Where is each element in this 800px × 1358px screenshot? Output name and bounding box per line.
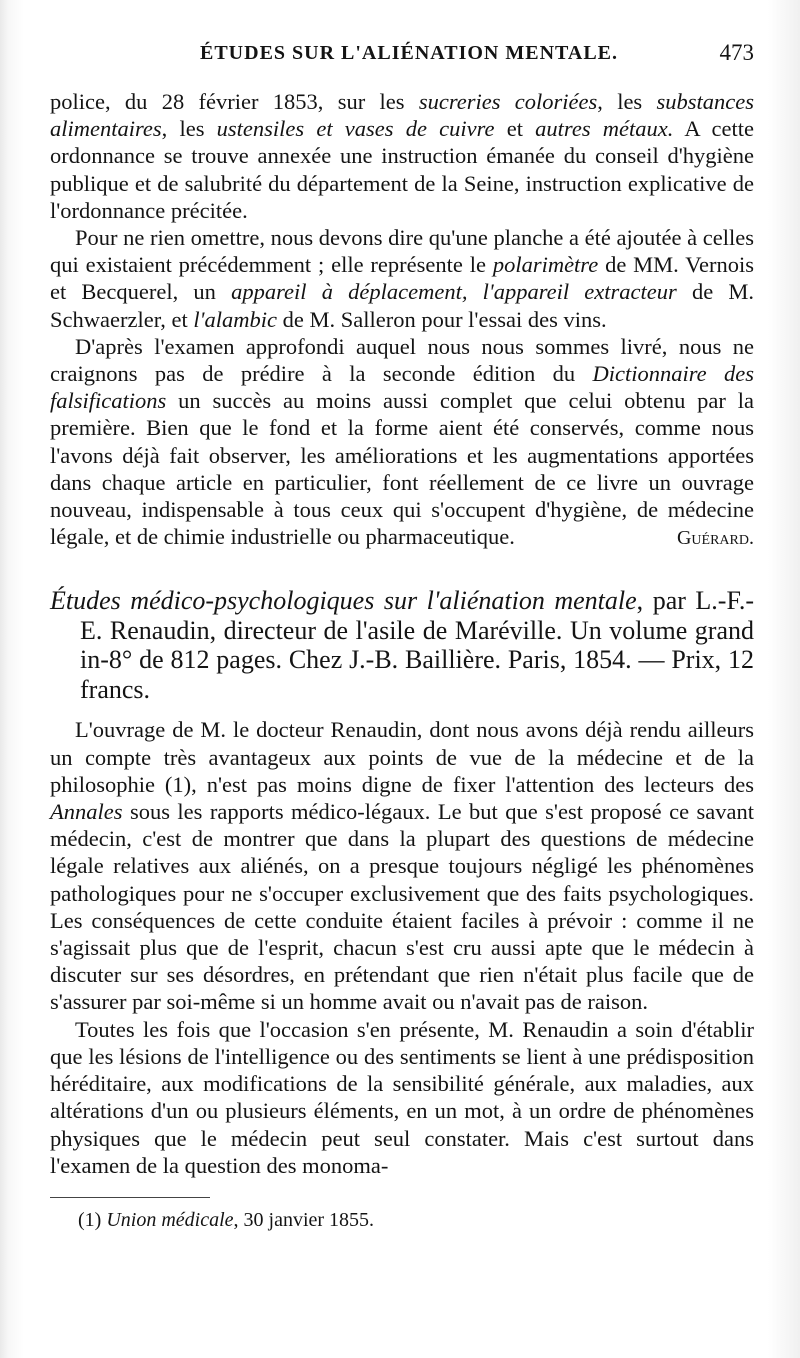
italic-run: Dictionnaire des falsifications <box>50 361 755 414</box>
text-run: Pour ne rien omettre, nous devons dire qu'une planche a été ajoutée à celles qui existaient précédemment ; elle représente le <box>50 225 754 278</box>
text-run: sous les rapports médico-légaux. Le but que s'est proposé ce savant médecin, c'est de montrer que dans la plupart des questions de médecine légale relatives aux aliénés, on a presque toujours négligé les phénomènes pathologiques pour ne s'occuper exclusivement que des faits psychologiques. Les conséquences de cette conduite étaient faciles à prévoir : comme il ne s'agissait plus que de l'esprit, chacun s'est cru aussi apte que le médecin à discuter sur ses désordres, en prétendant que rien n'était plus facile que de s'assurer par soi-même si un homme avait ou n'avait pas de raison. <box>50 799 754 1015</box>
italic-run: sucreries coloriées <box>418 89 598 114</box>
footnote <box>50 1208 754 1232</box>
text-run: de M. Salleron pour l'essai des vins. <box>276 306 607 332</box>
footnote-date: , 30 janvier 1855. <box>233 1208 375 1231</box>
text-run: de M. Schwaerzler, et <box>50 279 754 332</box>
book-title: Études médico-psychologiques sur l'aliénation mentale <box>50 586 637 616</box>
page-number: 473 <box>719 40 754 65</box>
italic-run: autres métaux. <box>535 116 674 142</box>
text-run: et <box>494 116 536 142</box>
page-header <box>50 38 754 78</box>
italic-run: ustensiles et vases de cuivre <box>216 116 495 142</box>
text-run: de MM. Vernois et Becquerel, un <box>50 252 754 305</box>
text-run: Toutes les fois que l'occasion s'en présente, M. Renaudin a soin d'établir que les lésions de l'intelligence ou des sentiments se lient à une prédisposition héréditaire, aux modifications de la sensibilité générale, aux maladies, aux altérations d'un ou plusieurs éléments, en un mot, à un ordre de phénomènes physiques que le médecin peut seul constater. Mais c'est surtout dans l'examen de la question des monoma- <box>50 1016 754 1178</box>
paragraph-review-conclusion <box>50 333 754 551</box>
text-run: D'après l'examen approfondi auquel nous nous sommes livré, nous ne craignons pas de prédire à la seconde édition du <box>50 333 754 387</box>
text-run: , les <box>161 116 217 142</box>
paragraph-renaudin-intro <box>50 716 754 1015</box>
running-head: ÉTUDES SUR L'ALIÉNATION MENTALE. <box>200 42 619 64</box>
author-signature: Guérard. <box>676 527 754 550</box>
footnote-source: Union médicale <box>106 1208 234 1231</box>
italic-run: appareil à déplacement, l'appareil extracteur <box>231 279 677 305</box>
text-run: un succès au moins aussi complet que celui obtenu par la première. Bien que le fond et la forme aient été conservés, comme nous l'avons déjà fait observer, les améliorations et les augmentations apportées dans chaque article en particulier, font réellement de ce livre un ouvrage nouveau, indispensable à tous ceux qui s'occupent d'hygiène, de médecine légale, et de chimie industrielle ou pharmaceutique. <box>50 388 754 550</box>
italic-run: substances alimentaires <box>50 89 755 142</box>
footnote-divider <box>50 1197 210 1198</box>
text-run: , les <box>597 89 657 114</box>
paragraph-plates <box>50 224 754 333</box>
text-run: A cette ordonnance se trouve annexée une instruction émanée du conseil d'hygiène publique et de salubrité du département de la Seine, instruction explicative de l'ordonnance précitée. <box>50 116 755 223</box>
text-run: L'ouvrage de M. le docteur Renaudin, dont nous avons déjà rendu ailleurs un compte très avantageux aux points de vue de la médecine et de la philosophie (1), n'est pas moins digne de fixer l'attention des lecteurs des <box>50 717 754 797</box>
book-title-entry <box>50 586 754 704</box>
italic-run: l'alambic <box>193 306 277 332</box>
footnote-marker: (1) <box>78 1208 107 1231</box>
paragraph-renaudin-lesions <box>50 1016 754 1179</box>
paragraph-ordinance <box>50 88 754 224</box>
book-details: , par L.-F.-E. Renaudin, directeur de l'asile de Maréville. Un volume grand in-8° de 812 pages. Chez J.-B. Baillière. Paris, 1854. — Prix, 12 francs. <box>80 586 754 704</box>
text-run: police, du 28 février 1853, sur les <box>50 89 419 114</box>
italic-run: Annales <box>50 799 123 825</box>
italic-run: polarimètre <box>492 252 599 278</box>
